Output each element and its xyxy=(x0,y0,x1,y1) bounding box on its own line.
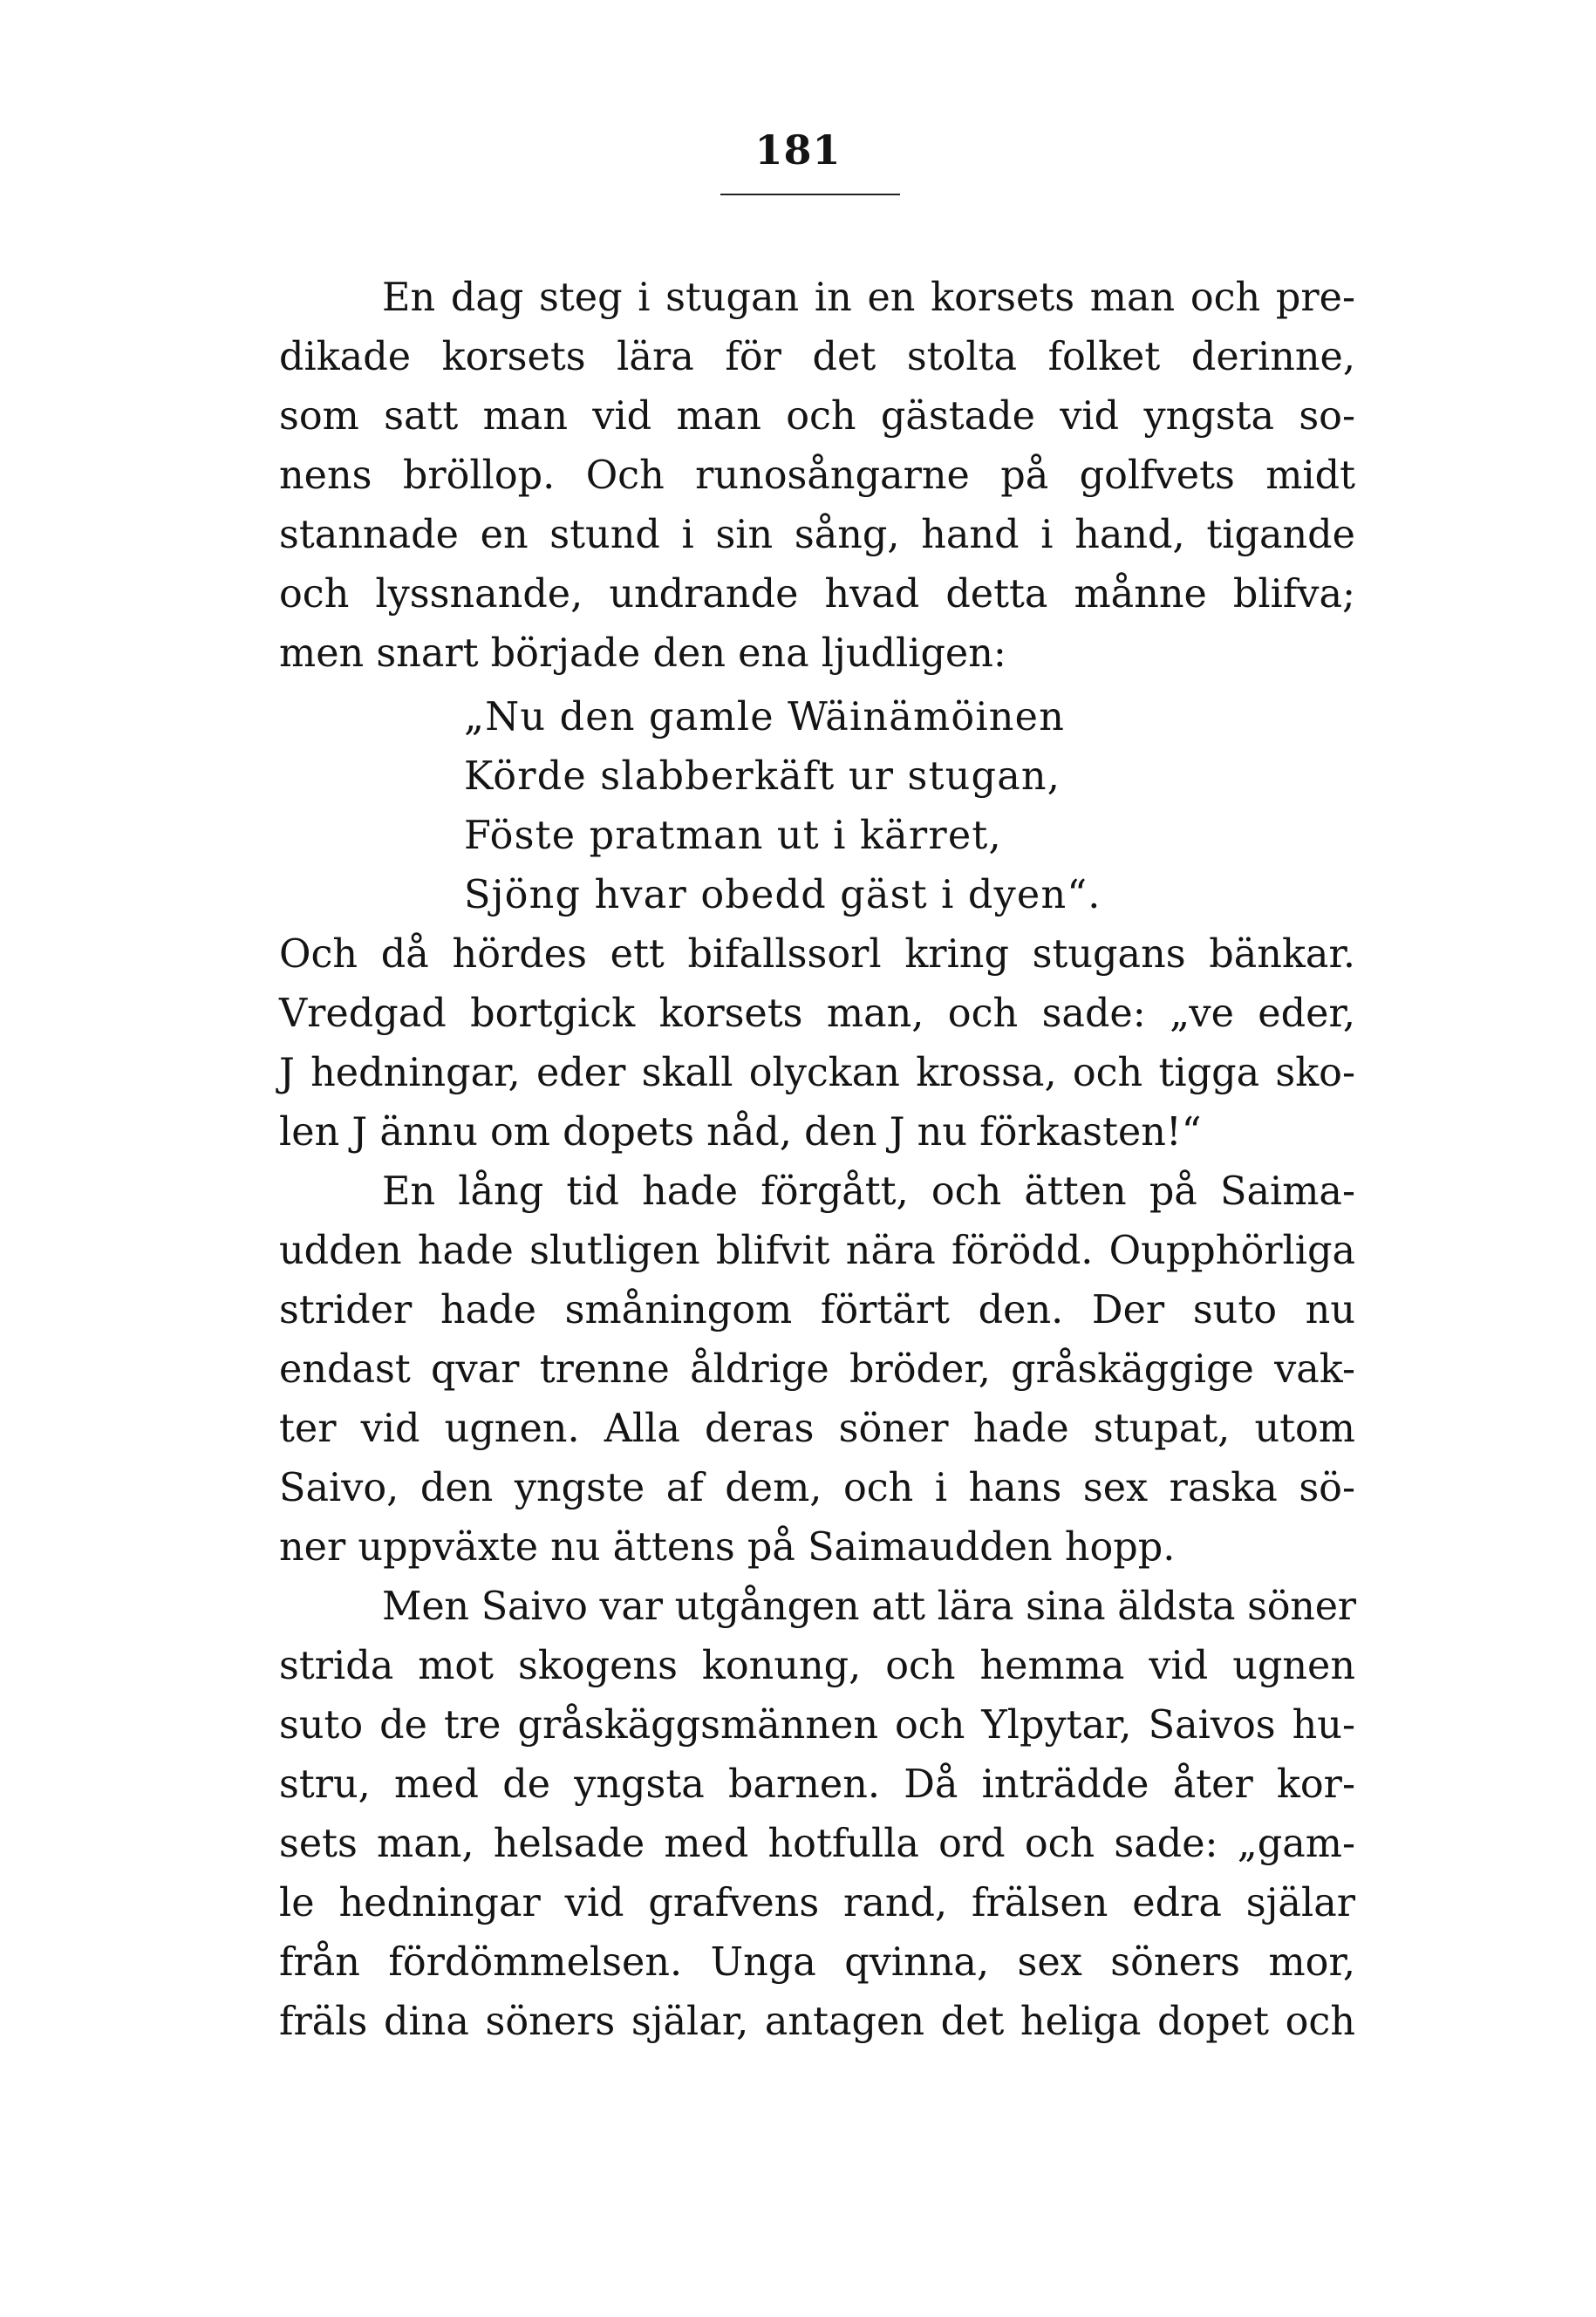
text-line: Men Saivo var utgången att lära sina äldsta söner xyxy=(382,1584,1356,1629)
text-line: Vredgad bortgick korsets man, och sade: „ve eder, xyxy=(279,992,1355,1036)
verse-line: Föste pratman ut i kärret, xyxy=(464,814,1002,858)
text-line: len J ännu om dopets nåd, den J nu förkasten!“ xyxy=(279,1110,1202,1155)
text-line: stru, med de yngsta barnen. Då inträdde åter kor- xyxy=(279,1762,1355,1807)
text-line: ter vid ugnen. Alla deras söner hade stupat, utom xyxy=(279,1407,1355,1451)
text-line: fräls dina söners själar, antagen det heliga dopet och xyxy=(279,2000,1355,2044)
text-line: men snart började den ena ljudligen: xyxy=(279,631,1006,676)
text-line: J hedningar, eder skall olyckan krossa, och tigga sko- xyxy=(279,1051,1355,1095)
text-line: En lång tid hade förgått, och ätten på Saima- xyxy=(382,1169,1355,1214)
header-rule xyxy=(720,194,900,195)
text-line: Och då hördes ett bifallssorl kring stugans bänkar. xyxy=(279,932,1355,977)
text-line: Saivo, den yngste af dem, och i hans sex raska sö- xyxy=(279,1466,1355,1510)
text-line: ner uppväxte nu ättens på Saimaudden hopp. xyxy=(279,1525,1176,1570)
text-line: stannade en stund i sin sång, hand i hand, tigande xyxy=(279,513,1355,557)
text-line: endast qvar trenne åldrige bröder, gråskäggige vak- xyxy=(279,1347,1355,1392)
text-line: strider hade småningom förtärt den. Der suto nu xyxy=(279,1288,1355,1332)
verse-line: „Nu den gamle Wäinämöinen xyxy=(464,695,1066,739)
text-line: suto de tre gråskäggsmännen och Ylpytar, Saivos hu- xyxy=(279,1703,1355,1748)
text-line: En dag steg i stugan in en korsets man och pre- xyxy=(382,276,1355,320)
text-line: strida mot skogens konung, och hemma vid ugnen xyxy=(279,1644,1355,1688)
verse-line: Körde slabberkäft ur stugan, xyxy=(464,754,1061,799)
text-line: sets man, helsade med hotfulla ord och sade: „gam- xyxy=(279,1822,1355,1866)
text-line: udden hade slutligen blifvit nära förödd. Oupphörliga xyxy=(279,1229,1355,1273)
text-line: dikade korsets lära för det stolta folket derinne, xyxy=(279,335,1355,379)
text-line: och lyssnande, undrande hvad detta månne blifva; xyxy=(279,572,1355,617)
text-line: nens bröllop. Och runosångarne på golfvets midt xyxy=(279,453,1355,498)
text-line: le hedningar vid grafvens rand, frälsen edra själar xyxy=(279,1881,1355,1925)
page-number: 181 xyxy=(754,126,842,174)
text-line: som satt man vid man och gästade vid yngsta so- xyxy=(279,394,1355,439)
text-line: från fördömmelsen. Unga qvinna, sex söners mor, xyxy=(279,1940,1355,1985)
verse-line: Sjöng hvar obedd gäst i dyen“. xyxy=(464,873,1102,917)
